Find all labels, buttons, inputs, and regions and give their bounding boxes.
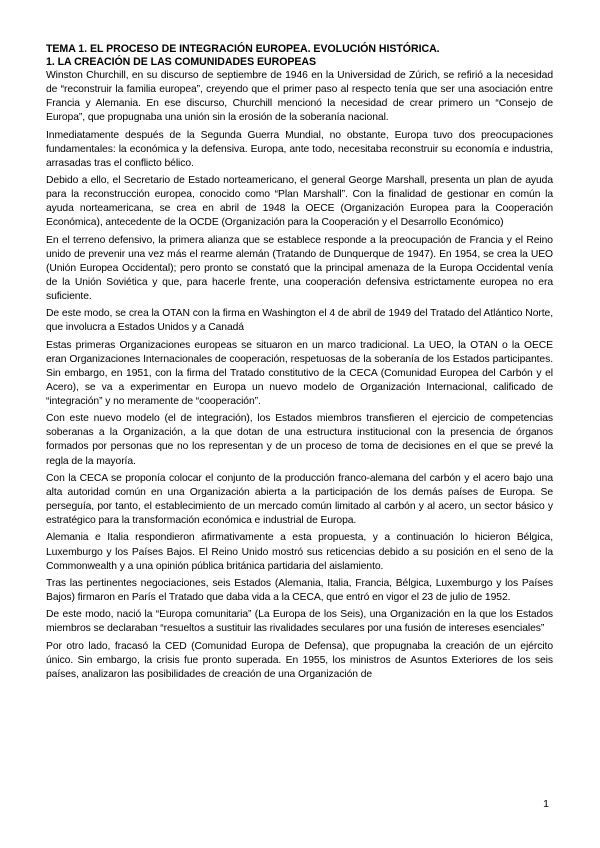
paragraph-ced: Por otro lado, fracasó la CED (Comunidad Europa de Defensa), que propugnaba la creación de un ejército único. Sin embargo, la crisis fue pronto superada. En 1955, los ministros de Asuntos Exteriores de los seis países, analizaron las posibilidades de creación de una Organización de xyxy=(46,640,553,680)
paragraph-ceca: Con la CECA se proponía colocar el conjunto de la producción franco-alemana del carbón y el acero bajo una alta autoridad común en una Organización abierta a la participación de los demás países de Europa. Se perseguía, por tanto, el establecimiento de un mercado común limitado al carbón y al acero, un sector básico y estratégico para la transformación económica e industrial de Europa. xyxy=(46,472,553,527)
paragraph-integration: Con este nuevo modelo (el de integración), los Estados miembros transfieren el ejercicio de competencias soberanas a la Organización, a la que dotan de una estructura institucional con la presencia de órganos formados por personas que no los representan y de un proceso de toma de decisiones en el que se prevé la regla de la mayoría. xyxy=(46,413,553,467)
page-number: 1 xyxy=(543,798,549,810)
paragraph-treaty-paris: Tras las pertinentes negociaciones, seis Estados (Alemania, Italia, Francia, Bélgica, Luxemburgo y los Países Bajos) firmaron en París el Tratado que daba vida a la CECA, que entró en vigor el 23 de julio de 1952. xyxy=(46,577,553,603)
paragraph-marshall-plan: Debido a ello, el Secretario de Estado norteamericano, el general George Marshall, presenta un plan de ayuda para la reconstrucción europea, conocido como “Plan Marshall”. Con la finalidad de gestionar en común la ayuda norteamericana, se crea en abril de 1948 la OECE (Organización Europea para la Cooperación Económica), antecedente de la OCDE (Organización para la Cooperación y el Desarrollo Económico) xyxy=(46,175,553,229)
document-title: TEMA 1. EL PROCESO DE INTEGRACIÓN EUROPEA. EVOLUCIÓN HISTÓRICA. xyxy=(46,43,440,55)
section-title: 1. LA CREACIÓN DE LAS COMUNIDADES EUROPEAS xyxy=(46,56,317,68)
document-body xyxy=(46,43,553,685)
paragraph-europa-comunitaria: De este modo, nació la “Europa comunitaria” (La Europa de los Seis), una Organización en la que los Estados miembros se declaraban “resueltos a sustituir las rivalidades seculares por una fusión de intereses esenciales” xyxy=(46,609,553,635)
paragraph-members: Alemania e Italia respondieron afirmativamente a esta propuesta, y a continuación lo hicieron Bélgica, Luxemburgo y los Países Bajos. El Reino Unido mostró sus reticencias debido a su posición en el seno de la Commonwealth y a una opinión pública británica partidaria del aislamiento. xyxy=(46,532,553,572)
paragraph-churchill: Winston Churchill, en su discurso de septiembre de 1946 en la Universidad de Zúrich, se refirió a la necesidad de “reconstruir la familia europea”, creyendo que el primer paso al respecto tenía que ser una asociación entre Francia y Alemania. En ese discurso, Churchill mencionó la necesidad de crear primero un “Consejo de Europa”, que propugnaba una unión sin la erosión de la soberanía nacional. xyxy=(46,70,553,124)
paragraph-nato: De este modo, se crea la OTAN con la firma en Washington el 4 de abril de 1949 del Tratado del Atlántico Norte, que involucra a Estados Unidos y a Canadá xyxy=(46,308,553,334)
paragraph-defense: En el terreno defensivo, la primera alianza que se establece responde a la preocupación de Francia y el Reino unido de prevenir una vez más el rearme alemán (Tratando de Dunquerque de 1947). En 1954, se crea la UEO (Unión Europea Occidental); pero pronto se constató que la principal amenaza de la Europa Occidental venía de la Unión Soviética y que, para hacerle frente, una cooperación defensiva estrictamente europea no era suficiente. xyxy=(46,234,553,302)
paragraph-cooperation: Estas primeras Organizaciones europeas se situaron en un marco tradicional. La UEO, la OTAN o la OECE eran Organizaciones Internacionales de cooperación, respetuosas de la soberanía de los Estados participantes. Sin embargo, en 1951, con la firma del Tratado constitutivo de la CECA (Comunidad Europea del Carbón y el Acero), se va a experimentar en Europa un nuevo modelo de Organización Internacional, calificado de “integración” y no meramente de “cooperación”. xyxy=(46,339,553,407)
paragraph-postwar: Inmediatamente después de la Segunda Guerra Mundial, no obstante, Europa tuvo dos preocupaciones fundamentales: la económica y la defensiva. Europa, ante todo, necesitaba reconstruir su economía e industria, arrasadas tras el conflicto bélico. xyxy=(46,129,553,169)
